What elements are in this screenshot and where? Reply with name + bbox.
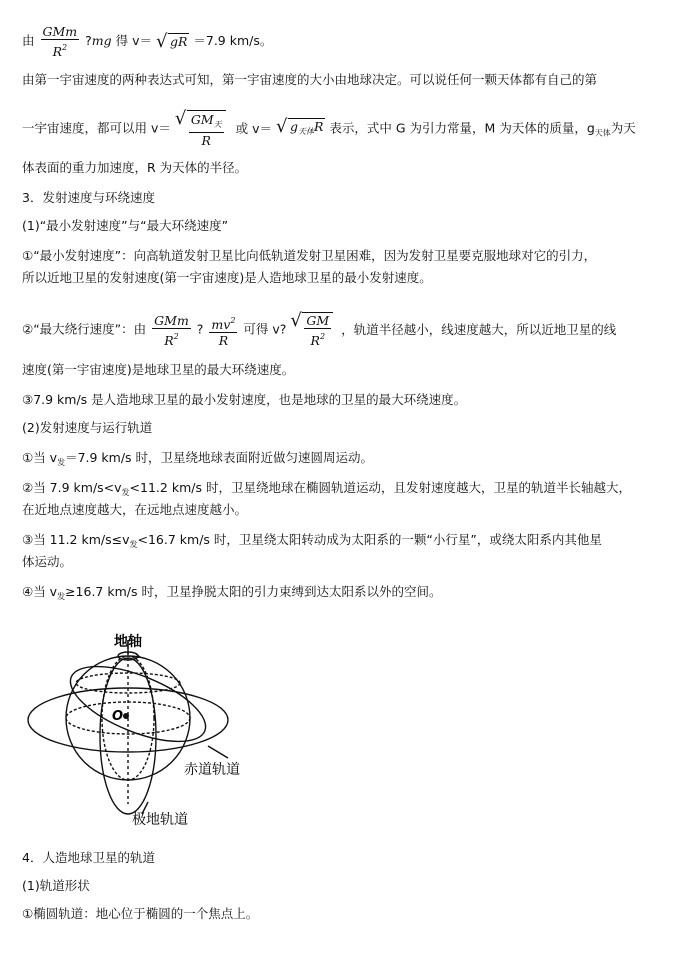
paragraph-line: ①当 $v_发=7.9$ km/s 时，卫星绕地球表面附近做匀速圆周运动。 [22,450,374,467]
axis-label: 地轴 [114,634,142,650]
subheading: (1)“最小发射速度”与“最大环绕速度” [22,218,229,233]
subheading: (1)轨道形状 [22,878,90,893]
denominator: $R^2$ [52,43,68,59]
section-heading: 4．人造地球卫星的轨道 [22,850,155,865]
fraction-gmm-r2: $\frac{\text{GMm}}{R^2}$ [154,312,189,348]
paragraph-line: ③7.9 km/s 是人造地球卫星的最小发射速度，也是地球的卫星的最大环绕速度。 [22,392,467,407]
sqrt-gr: √ gR [156,33,189,50]
paragraph-line: 体运动。 [22,554,73,569]
text: 由 [22,33,35,48]
sqrt-gm-r: √ $\frac{GM_天}{R}$ [175,110,226,148]
paragraph-line: ④当 $v_发\ge 16.7$ km/s 时，卫星挣脱太阳的引力束缚到达太阳系以外的空间。 [22,584,442,601]
paragraph-line: 所以近地卫星的发射速度(第一宇宙速度)是人造地球卫星的最小发射速度。 [22,270,432,285]
text: 表示，式中 G 为引力常量，M 为天体的质量，g [329,120,595,136]
section-heading: 3．发射速度与环绕速度 [22,190,155,205]
formula-line-first-cosmic [22,24,671,59]
paragraph-line: 体表面的重力加速度，R 为天体的半径。 [22,160,248,175]
paragraph-line: ③当 11.2 $km/s\le v_发<16.7$ km/s 时，卫星绕太阳转动成为太阳系的一颗“小行星”，或绕太阳系内其他星 [22,532,602,549]
center-label: O [112,709,124,724]
orbit-diagram [20,618,280,828]
fraction-gmm-r2 [41,24,80,59]
text: 一宇宙速度，都可以用 v＝ [22,120,171,136]
numerator: GMm [42,24,78,39]
formula-line-general: 一宇宙速度，都可以用 v＝ √ $\frac{GM_天}{R}$ 或 v＝ √ $g_{天体}R$ 表示，式中 G 为引力常量，M 为天体的质量，$g_{天体}$为天 [22,110,671,148]
sqrt-g-r: √ $g_{天体}R$ [276,118,325,140]
paragraph-line: 速度(第一宇宙速度)是地球卫星的最大环绕速度。 [22,362,295,377]
formula-line-max-speed: ②“最大绕行速度”：由 $\frac{\text{GMm}}{R^2}$ ? $\frac{mv^2}{R}$ 可得 v? √ $\frac{GM}{R^2}$ ，轨道半径越小，线速度越大，所以近地卫星的线 [22,312,671,348]
symbol: ? [85,33,92,48]
equatorial-orbit-label: 赤道轨道 [184,762,240,778]
paragraph-line: ②当 7.9 $km/s<v_发<11.2$ km/s 时，卫星绕地球在椭圆轨道运动，且发射速度越大，卫星的轨道半长轴越大， [22,480,631,497]
paragraph-line: 在近地点速度越大，在远地点速度越小。 [22,502,248,517]
text: 或 v＝ [235,120,273,136]
text: 得 v＝ [115,33,152,48]
mg-term: mg [91,33,112,48]
paragraph-line: 由第一宇宙速度的两种表达式可知，第一宇宙速度的大小由地球决定。可以说任何一颗天体都有自己的第 [22,72,598,87]
fraction-mv2-r: $\frac{mv^2}{R}$ [209,313,237,348]
subheading: (2)发射速度与运行轨道 [22,420,153,435]
center-dot [123,713,129,719]
sqrt-gm-r2: √ $\frac{GM}{R^2}$ [290,312,333,348]
paragraph-line: ①“最小发射速度”：向高轨道发射卫星比向低轨道发射卫星困难，因为发射卫星要克服地球对它的引力， [22,248,597,263]
polar-orbit-label: 极地轨道 [132,812,188,828]
text: ＝7.9 km/s。 [193,33,273,48]
paragraph-line: ①椭圆轨道：地心位于椭圆的一个焦点上。 [22,906,259,921]
inclined-orbit [61,651,215,757]
